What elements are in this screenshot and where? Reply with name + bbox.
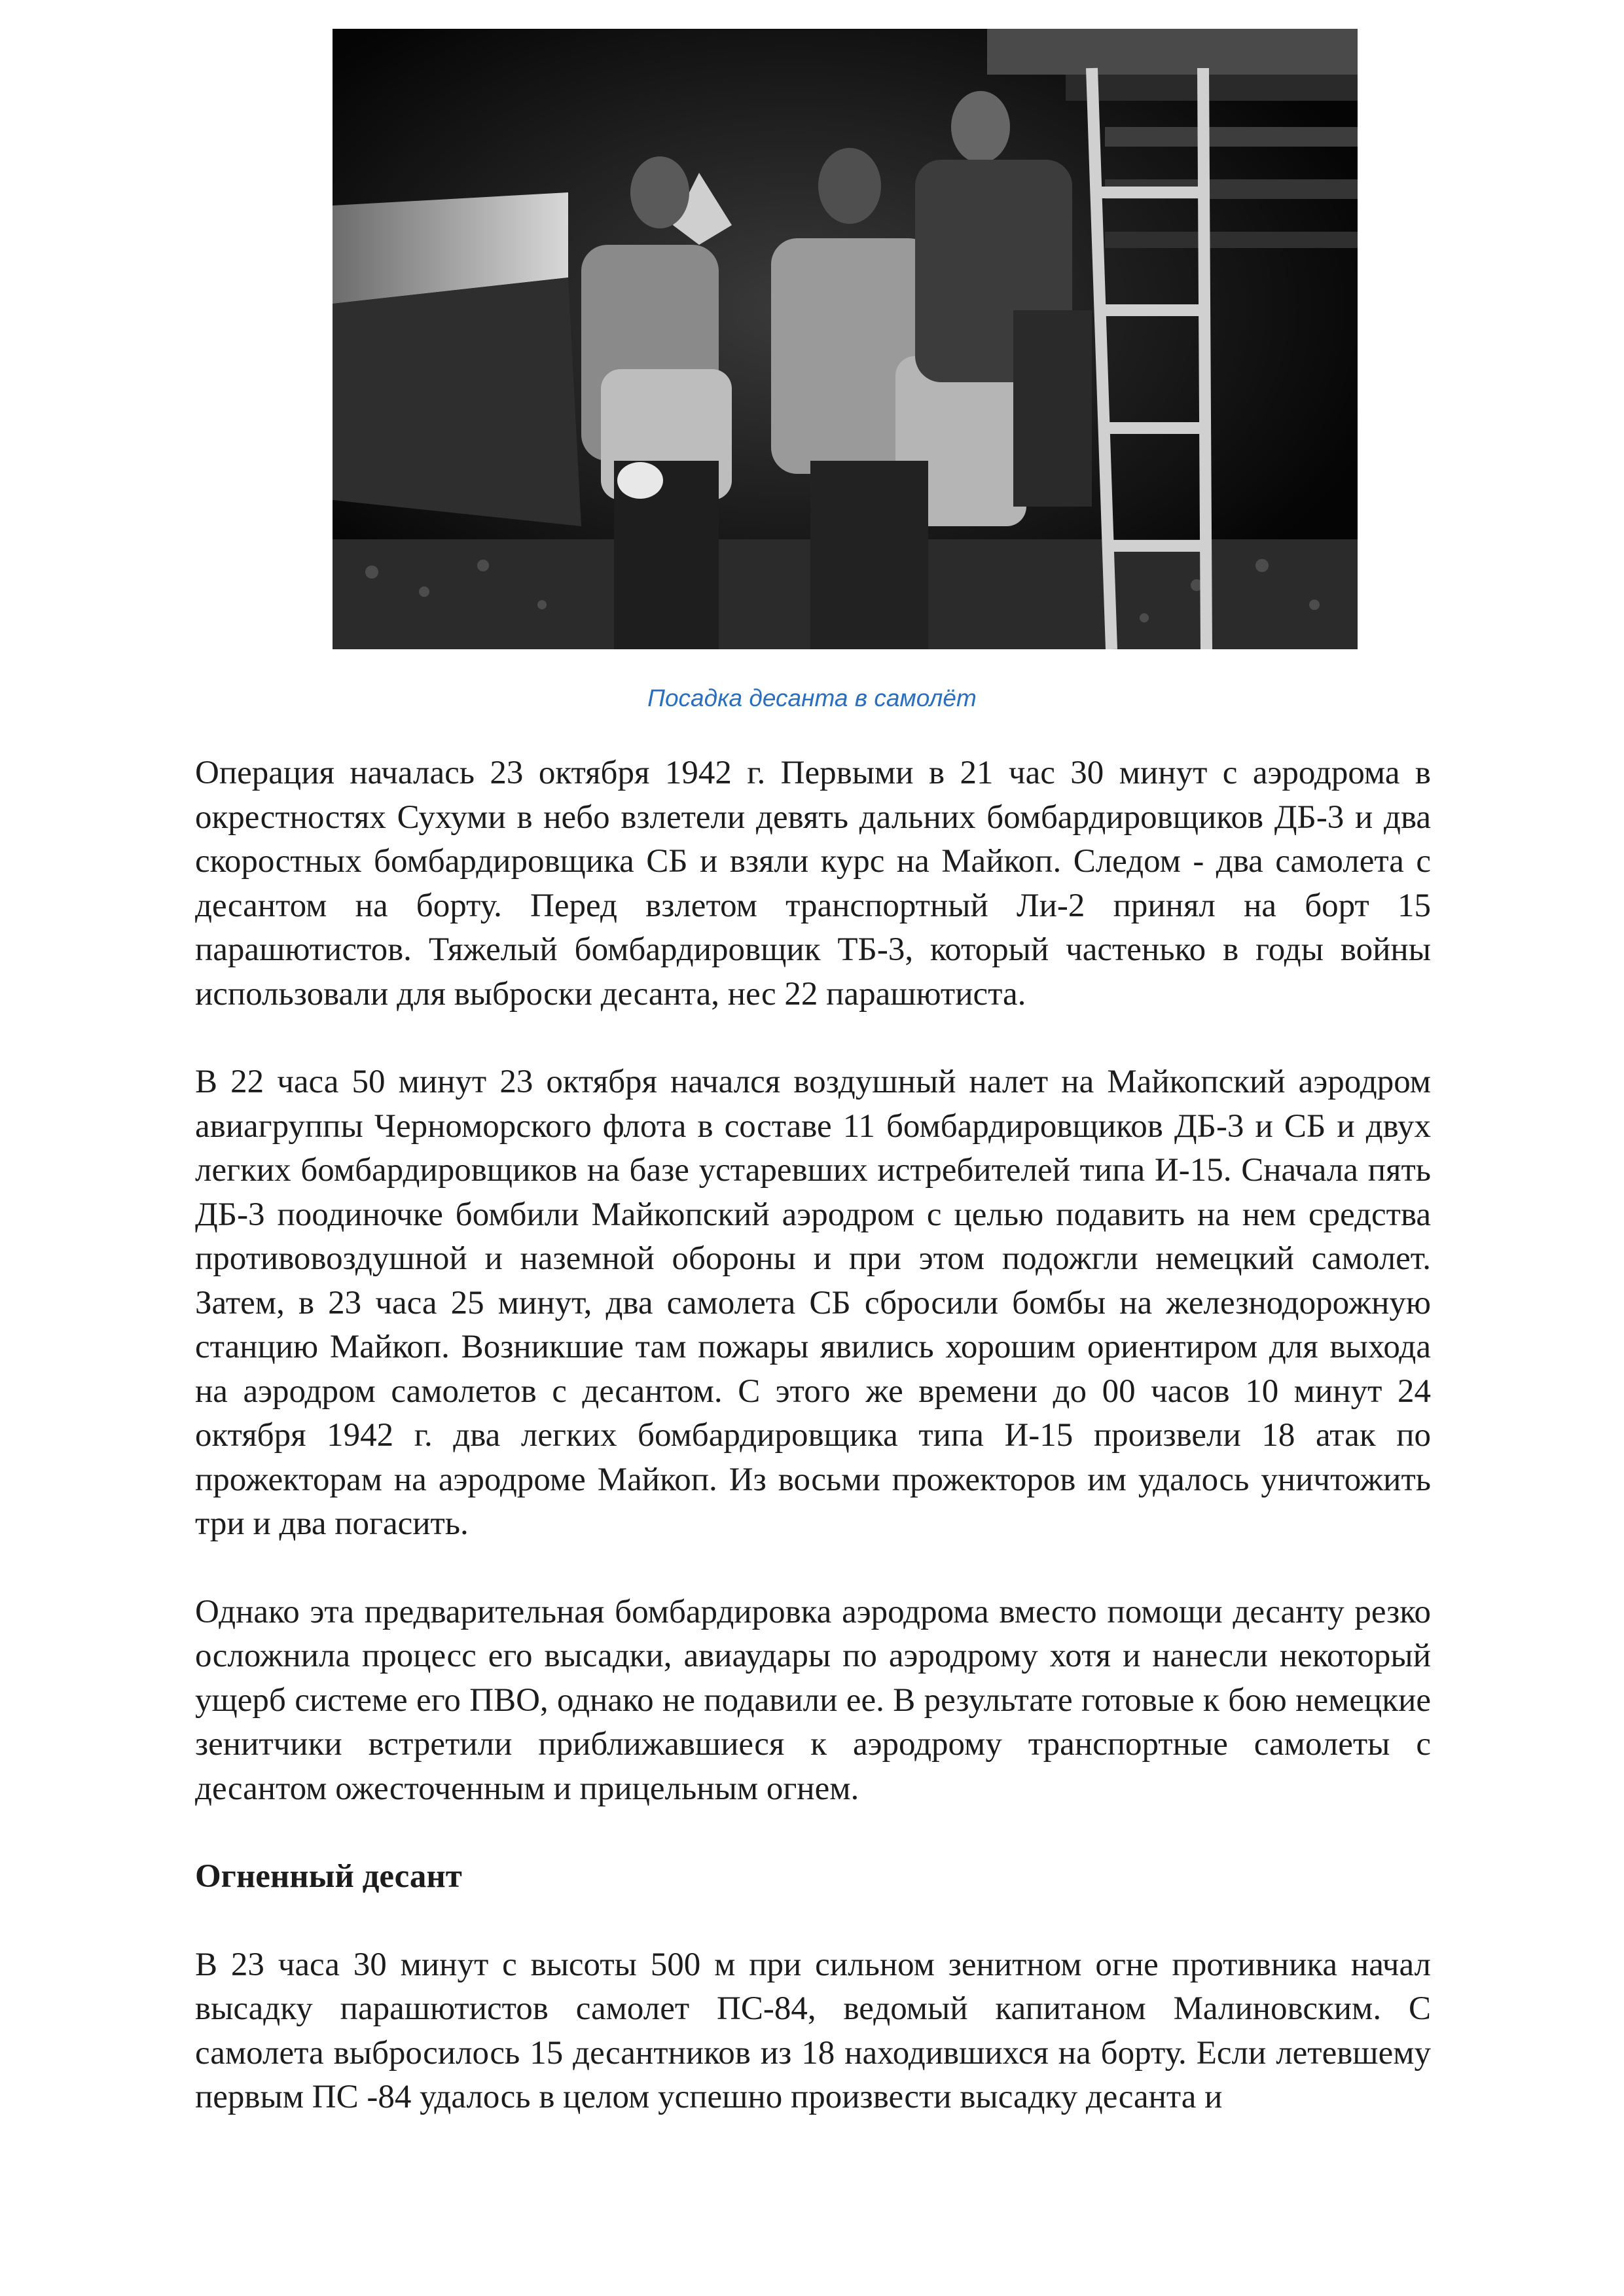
paragraph-2: В 22 часа 50 минут 23 октября начался воздушный налет на Майкопский аэродром авиагруппы Черноморского флота в составе 11 бомбардировщиков ДБ-3 и СБ и двух легких бомбардировщиков на базе устаревших истребителей типа И-15. Сначала пять ДБ-3 поодиночке бомбили Майкопский аэродром с целью подавить на нем средства противовоздушной и наземной обороны и при этом подожгли немецкий самолет. Затем, в 23 часа 25 минут, два самолета СБ сбросили бомбы на железнодорожную станцию Майкоп. Возникшие там пожары явились хорошим ориентиром для выхода на аэродром самолетов с десантом. С этого же времени до 00 часов 10 минут 24 октября 1942 г. два легких бомбардировщика типа И-15 произвели 18 атак по прожекторам на аэродроме Майкоп. Из восьми прожекторов им удалось уничтожить три и два погасить.: [195, 1064, 1431, 1542]
paratroopers-boarding-image: [333, 29, 1358, 649]
paragraph-4: В 23 часа 30 минут с высоты 500 м при сильном зенитном огне противника начал высадку парашютистов самолет ПС-84, ведомый капитаном Малиновским. С самолета выбросилось 15 десантников из 18 находившихся на борту. Если летевшему первым ПС -84 удалось в целом успешно произвести высадку десанта и: [195, 1946, 1431, 2115]
paragraph-1: Операция началась 23 октября 1942 г. Первыми в 21 час 30 минут с аэродрома в окрестностях Сухуми в небо взлетели девять дальних бомбардировщиков ДБ-3 и два скоростных бомбардировщика СБ и взяли курс на Майкоп. Следом - два самолета с десантом на борту. Перед взлетом транспортный Ли-2 принял на борт 15 парашютистов. Тяжелый бомбардировщик ТБ-3, который частенько в годы войны использовали для выброски десанта, нес 22 парашютиста.: [195, 755, 1431, 1013]
photo-caption: Посадка десанта в самолёт: [647, 685, 977, 711]
article-body: [195, 751, 1431, 2120]
article-photo: [333, 29, 1358, 649]
paragraph-3: Однако эта предварительная бомбардировка аэродрома вместо помощи десанту резко осложнила процесс его высадки, авиаудары по аэродрому хотя и нанесли некоторый ущерб системе его ПВО, однако не подавили ее. В результате готовые к бою немецкие зенитчики встретили приближавшиеся к аэродрому транспортные самолеты с десантом ожесточенным и прицельным огнем.: [195, 1593, 1431, 1807]
section-heading: Огненный десант: [195, 1858, 462, 1895]
